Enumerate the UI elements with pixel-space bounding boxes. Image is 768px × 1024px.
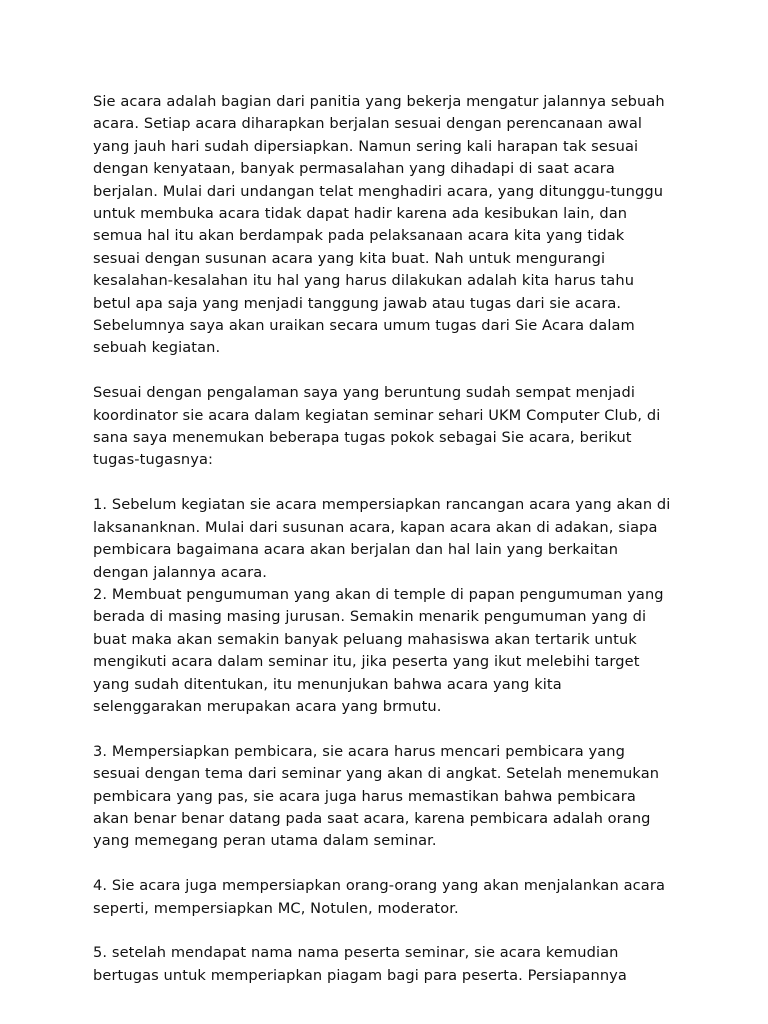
text-line: yang jauh hari sudah dipersiapkan. Namun sering kali harapan tak sesuai — [93, 137, 639, 155]
text-line: koordinator sie acara dalam kegiatan seminar sehari UKM Computer Club, di — [93, 406, 661, 424]
paragraph-experience — [93, 382, 678, 472]
document-page — [93, 91, 678, 1010]
paragraph-intro — [93, 91, 678, 360]
text-line: acara. Setiap acara diharapkan berjalan sesuai dengan perencanaan awal — [93, 115, 643, 133]
text-line: buat maka akan semakin banyak peluang mahasiswa akan tertarik untuk — [93, 630, 637, 648]
text-line: dengan jalannya acara. — [93, 563, 267, 581]
text-line: Sebelumnya saya akan uraikan secara umum tugas dari Sie Acara dalam — [93, 317, 635, 335]
text-line: dengan kenyataan, banyak permasalahan yang dihadapi di saat acara — [93, 160, 615, 178]
text-line: mengikuti acara dalam seminar itu, jika peserta yang ikut melebihi target — [93, 653, 640, 671]
text-line: tugas-tugasnya: — [93, 451, 214, 469]
text-line: yang sudah ditentukan, itu menunjukan bahwa acara yang kita — [93, 675, 562, 693]
paragraph-task-4 — [93, 875, 678, 920]
text-line: sana saya menemukan beberapa tugas pokok sebagai Sie acara, berikut — [93, 429, 632, 447]
text-line: sebuah kegiatan. — [93, 339, 221, 357]
text-line: laksananknan. Mulai dari susunan acara, kapan acara akan di adakan, siapa — [93, 518, 658, 536]
text-line: 3. Mempersiapkan pembicara, sie acara harus mencari pembicara yang — [93, 742, 626, 760]
text-line: sesuai dengan susunan acara yang kita buat. Nah untuk mengurangi — [93, 249, 606, 267]
text-line: seperti, mempersiapkan MC, Notulen, moderator. — [93, 899, 459, 917]
paragraph-task-3 — [93, 741, 678, 853]
text-line: semua hal itu akan berdampak pada pelaksanaan acara kita yang tidak — [93, 227, 625, 245]
text-line: bertugas untuk memperiapkan piagam bagi para peserta. Persiapannya — [93, 966, 627, 984]
text-line: 4. Sie acara juga mempersiapkan orang-orang yang akan menjalankan acara — [93, 877, 665, 895]
text-line: kesalahan-kesalahan itu hal yang harus dilakukan adalah kita harus tahu — [93, 272, 635, 290]
text-line: berada di masing masing jurusan. Semakin menarik pengumuman yang di — [93, 608, 647, 626]
text-line: betul apa saja yang menjadi tanggung jawab atau tugas dari sie acara. — [93, 294, 622, 312]
text-line: berjalan. Mulai dari undangan telat menghadiri acara, yang ditunggu-tunggu — [93, 182, 664, 200]
text-line: Sesuai dengan pengalaman saya yang beruntung sudah sempat menjadi — [93, 384, 635, 402]
text-line: pembicara yang pas, sie acara juga harus memastikan bahwa pembicara — [93, 787, 636, 805]
paragraph-task-5 — [93, 942, 678, 987]
text-line: 5. setelah mendapat nama nama peserta seminar, sie acara kemudian — [93, 944, 619, 962]
text-line: 1. Sebelum kegiatan sie acara mempersiapkan rancangan acara yang akan di — [93, 496, 671, 514]
text-line: untuk membuka acara tidak dapat hadir karena ada kesibukan lain, dan — [93, 205, 628, 223]
paragraph-tasks-1-2 — [93, 494, 678, 718]
text-line: pembicara bagaimana acara akan berjalan dan hal lain yang berkaitan — [93, 541, 619, 559]
text-line: akan benar benar datang pada saat acara, karena pembicara adalah orang — [93, 809, 651, 827]
text-line: yang memegang peran utama dalam seminar. — [93, 832, 437, 850]
text-line: sesuai dengan tema dari seminar yang akan di angkat. Setelah menemukan — [93, 765, 660, 783]
text-line: selenggarakan merupakan acara yang brmutu. — [93, 697, 442, 715]
text-line: 2. Membuat pengumuman yang akan di temple di papan pengumuman yang — [93, 585, 664, 603]
text-line: Sie acara adalah bagian dari panitia yang bekerja mengatur jalannya sebuah — [93, 93, 665, 110]
